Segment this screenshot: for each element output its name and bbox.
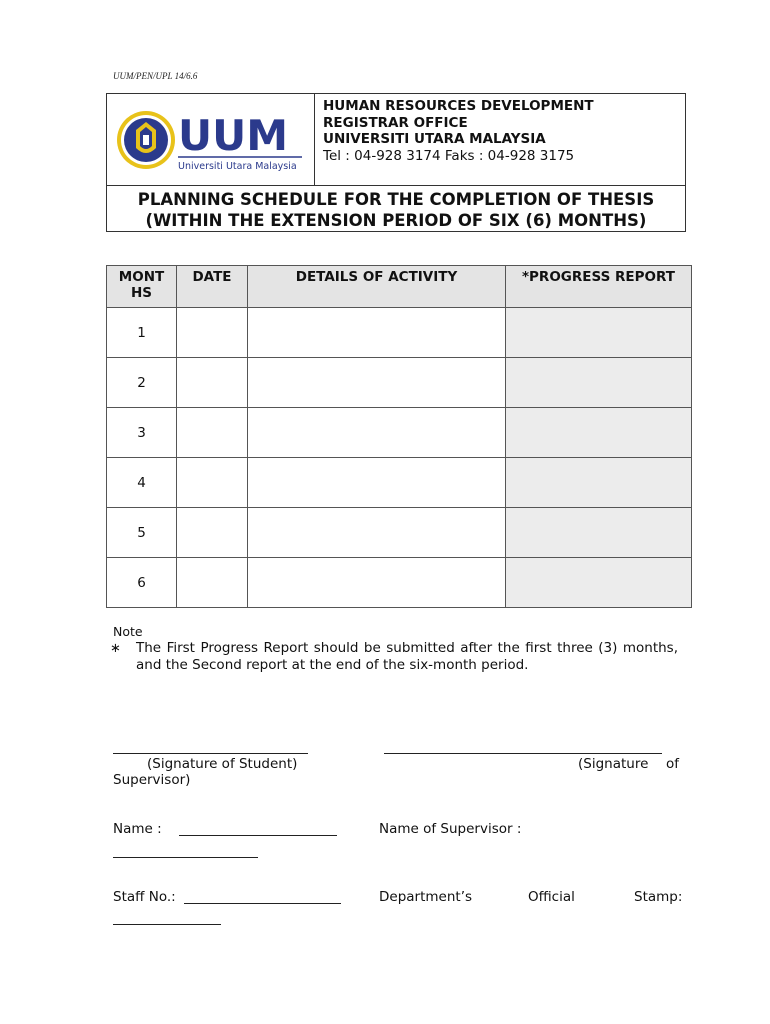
document-title [106,189,686,231]
stamp-label: Official [528,889,575,905]
progress-cell[interactable] [506,558,692,608]
crest-icon [117,111,175,169]
office-line: UNIVERSITI UTARA MALAYSIA [323,131,546,147]
header-divider [106,185,686,186]
activity-cell[interactable] [248,558,506,608]
office-contact: Tel : 04-928 3174 Faks : 04-928 3175 [323,147,575,164]
column-header: DETAILS OF ACTIVITY [248,266,506,308]
column-header: *PROGRESS REPORT [506,266,692,308]
progress-cell[interactable] [506,358,692,408]
staff-no-label: Staff No.: [113,889,176,905]
activity-cell[interactable] [248,458,506,508]
table-row [107,308,692,358]
office-line: HUMAN RESOURCES DEVELOPMENT [323,98,594,114]
student-signature-line[interactable] [113,753,308,754]
progress-cell[interactable] [506,508,692,558]
progress-cell[interactable] [506,308,692,358]
name-label: Name : [113,821,162,837]
supervisor-signature-label: Supervisor) [113,772,191,788]
office-line: REGISTRAR OFFICE [323,114,468,131]
supervisor-signature-label: of [666,756,680,772]
month-cell: 3 [107,408,177,458]
month-cell: 5 [107,508,177,558]
supervisor-signature-line[interactable] [384,753,662,754]
date-cell[interactable] [177,558,248,608]
date-cell[interactable] [177,358,248,408]
form-reference: UUM/PEN/UPL 14/6.6 [113,71,198,81]
note-label: Note [113,624,143,639]
date-cell[interactable] [177,308,248,358]
name-field-line[interactable] [179,835,337,836]
office-block [323,98,594,164]
date-cell[interactable] [177,458,248,508]
month-cell: 2 [107,358,177,408]
stamp-field-line[interactable] [113,924,221,925]
date-cell[interactable] [177,408,248,458]
activity-cell[interactable] [248,408,506,458]
stamp-label: Stamp: [634,889,683,905]
activity-cell[interactable] [248,308,506,358]
column-header: DATE [177,266,248,308]
activity-cell[interactable] [248,508,506,558]
month-cell: 1 [107,308,177,358]
table-row [107,458,692,508]
logo-acronym: UUM [178,111,289,160]
activity-cell[interactable] [248,358,506,408]
month-cell: 4 [107,458,177,508]
progress-cell[interactable] [506,458,692,508]
table-row [107,508,692,558]
column-header: MONT HS [107,266,177,308]
table-header-row [107,266,692,308]
header-divider [314,93,315,185]
title-line: (WITHIN THE EXTENSION PERIOD OF SIX (6) MONTHS) [145,211,647,230]
month-cell: 6 [107,558,177,608]
title-line: PLANNING SCHEDULE FOR THE COMPLETION OF THESIS [137,190,655,209]
note-text: The First Progress Report should be submitted after the first three (3) months, and the Second report at the end of the six-month period. [136,640,678,673]
table-row [107,358,692,408]
date-cell[interactable] [177,508,248,558]
supervisor-name-label: Name of Supervisor : [379,821,522,837]
table-row [107,558,692,608]
table-row [107,408,692,458]
stamp-label: Department’s [379,889,473,905]
supervisor-signature-label: (Signature [578,756,649,772]
logo-subtitle: Universiti Utara Malaysia [178,161,297,172]
asterisk-bullet-icon: ∗ [110,641,121,656]
student-signature-label: (Signature of Student) [147,756,298,772]
schedule-table [106,265,692,608]
staff-no-field-line[interactable] [184,903,341,904]
uum-logo [116,104,306,176]
progress-cell[interactable] [506,408,692,458]
supervisor-name-field-line[interactable] [113,857,258,858]
